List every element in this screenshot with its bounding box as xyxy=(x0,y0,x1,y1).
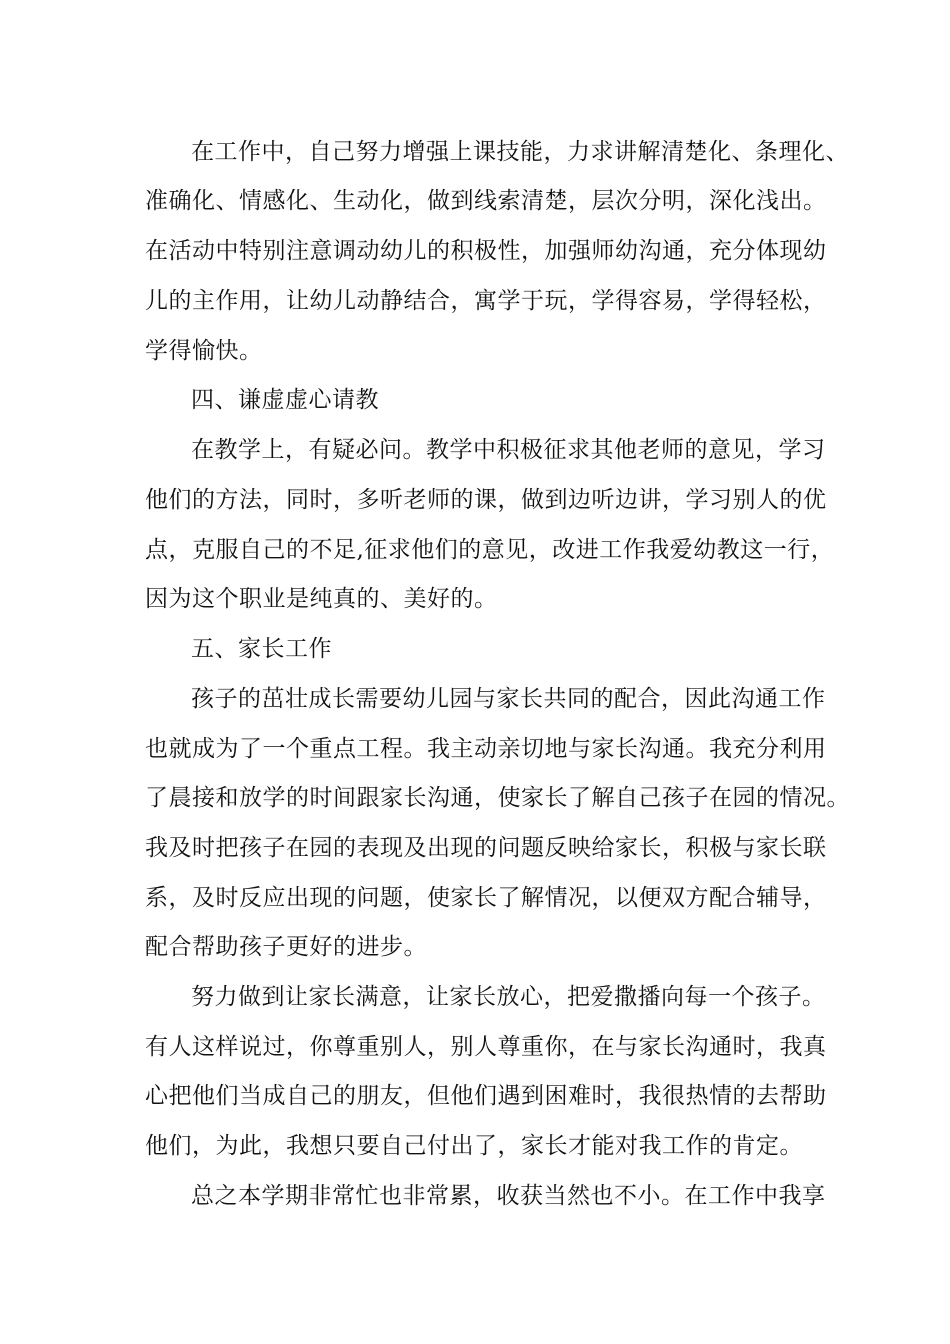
paragraph-line: 在工作中，自己努力增强上课技能，力求讲解清楚化、条理化、 xyxy=(191,139,849,165)
section-heading: 五、家长工作 xyxy=(191,636,332,662)
paragraph-line: 他们，为此，我想只要自己付出了，家长才能对我工作的肯定。 xyxy=(145,1133,803,1159)
section-heading: 四、谦虚虚心请教 xyxy=(191,387,379,413)
paragraph-line: 点，克服自己的不足,征求他们的意见，改进工作我爱幼教这一行， xyxy=(145,537,835,563)
paragraph-line: 有人这样说过，你尊重别人，别人尊重你，在与家长沟通时，我真 xyxy=(145,1034,827,1060)
paragraph-line: 系，及时反应出现的问题，使家长了解情况，以便双方配合辅导， xyxy=(145,885,827,911)
paragraph-line: 孩子的茁壮成长需要幼儿园与家长共同的配合，因此沟通工作 xyxy=(191,686,826,712)
paragraph-line: 总之本学期非常忙也非常累，收获当然也不小。在工作中我享 xyxy=(191,1183,826,1209)
paragraph-line: 了晨接和放学的时间跟家长沟通，使家长了解自己孩子在园的情况。 xyxy=(145,785,850,811)
paragraph-line: 学得愉快。 xyxy=(145,338,263,364)
paragraph-line: 在活动中特别注意调动幼儿的积极性，加强师幼沟通，充分体现幼 xyxy=(145,238,827,264)
paragraph-line: 也就成为了一个重点工程。我主动亲切地与家长沟通。我充分利用 xyxy=(145,736,827,762)
paragraph-line: 心把他们当成自己的朋友，但他们遇到困难时，我很热情的去帮助 xyxy=(145,1083,827,1109)
paragraph-line: 在教学上，有疑必问。教学中积极征求其他老师的意见，学习 xyxy=(191,437,826,463)
paragraph-line: 因为这个职业是纯真的、美好的。 xyxy=(145,586,498,612)
paragraph-line: 我及时把孩子在园的表现及出现的问题反映给家长，积极与家长联 xyxy=(145,835,827,861)
paragraph-line: 努力做到让家长满意，让家长放心，把爱撒播向每一个孩子。 xyxy=(191,984,826,1010)
paragraph-line: 儿的主作用，让幼儿动静结合，寓学于玩，学得容易，学得轻松， xyxy=(145,288,827,314)
paragraph-line: 配合帮助孩子更好的进步。 xyxy=(145,934,427,960)
paragraph-line: 他们的方法，同时，多听老师的课，做到边听边讲，学习别人的优 xyxy=(145,487,827,513)
paragraph-line: 准确化、情感化、生动化，做到线索清楚，层次分明，深化浅出。 xyxy=(145,188,827,214)
